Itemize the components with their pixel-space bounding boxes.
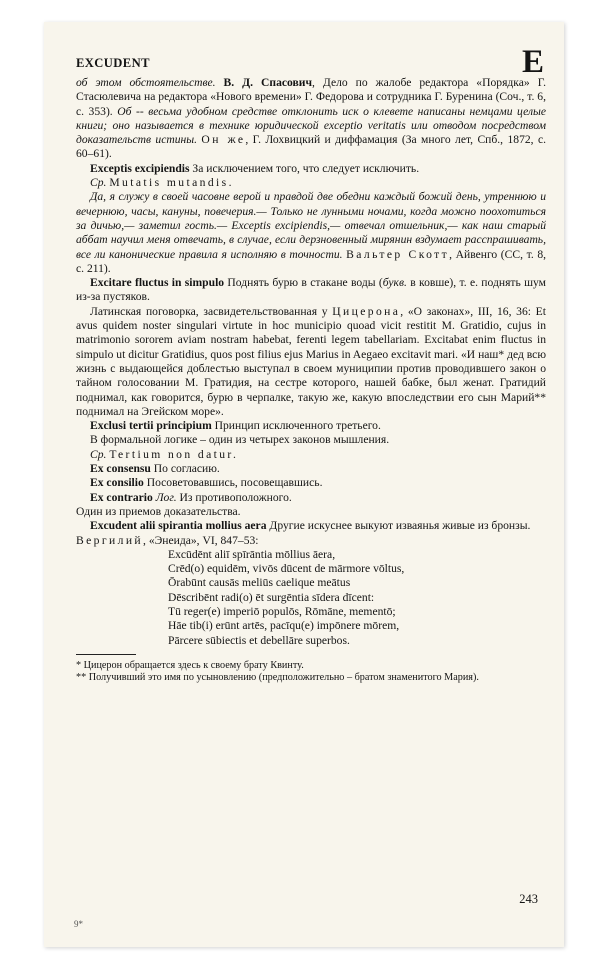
quote-attribution bbox=[76, 534, 546, 548]
entry-definition: Посоветовавшись, посовещавшись. bbox=[146, 476, 323, 490]
literary-quote bbox=[76, 190, 546, 276]
footnote-divider bbox=[76, 654, 136, 655]
footnote-mark: * bbox=[76, 659, 82, 671]
author-name: В. Д. Спасович bbox=[223, 76, 313, 89]
running-head-word: EXCUDENT bbox=[76, 56, 150, 70]
entry-ex-consilio bbox=[76, 476, 546, 490]
verse-line: Pārcere sūbiectis et debellāre superbos. bbox=[168, 633, 350, 647]
verse-block bbox=[168, 548, 546, 648]
abbreviation: букв. bbox=[382, 276, 407, 290]
entry-excitare-fluctus bbox=[76, 276, 546, 305]
entry-excudent-alii bbox=[76, 519, 546, 533]
cf-term: Mutatis mutandis. bbox=[109, 176, 234, 190]
entry-definition: Поднять бурю в стакане воды ( bbox=[227, 276, 383, 290]
entry-term: Ex consensu bbox=[90, 462, 151, 476]
author-name: Он же bbox=[201, 133, 246, 147]
verse-line: Tū reger(e) imperiō populōs, Rōmāne, mementō; bbox=[168, 604, 396, 618]
entry-definition: За исключением того, что следует исключить. bbox=[192, 161, 420, 175]
footnotes bbox=[76, 660, 546, 685]
printer-signature: 9* bbox=[74, 919, 83, 929]
verse-line: Hāe tib(i) erūnt artēs, pacīqu(e) impōnere mōrem, bbox=[168, 619, 400, 633]
book-page bbox=[44, 22, 564, 947]
text-fragment: об этом обстоятельстве. bbox=[76, 76, 216, 89]
entry-exceptis-excipiendis bbox=[76, 162, 546, 176]
author-name: Вальтер Скотт bbox=[346, 247, 450, 261]
entry-commentary bbox=[76, 305, 546, 419]
abbreviation: Лог. bbox=[155, 490, 177, 504]
text-fragment: , Дело по жалобе редактора «Порядка» Г. Стасюлевича на редактора «Нового времени» Г. Федорова и сотрудника Г. Буренина (Соч., т. 6, с. 353). bbox=[76, 76, 546, 118]
entry-term: Excudent alii spirantia mollius aera bbox=[90, 519, 267, 533]
quote-text: Да, я служу в своей часовне верой и правдой две обедни каждый божий день, утреннюю и вечернюю, часы, кануны, повечерия.— Только не лунными ночами, когда можно поохотиться за дичью,— заметил гость.— Exceptis excipiendis,— отвечал отшельник,— как наш старый аббат научил меня отвечать, в случае, если дерзновенный мирянин вздумает расспрашивать, все ли канонические правила я исполняю в точности. bbox=[76, 190, 546, 261]
cf-term: Tertium non datur. bbox=[109, 447, 239, 461]
text-fragment: , «О законах», III, 16, 36: Et avus quidem noster singulari virtute in hoc municipio quoad vicit restitit M. Gratidio, cujus in matrimonio sororem aviam nostram habebat, ferenti legem tabellariam. Excitabat enim fluctus in simpulo ut dicitur Gratidius, quos post filius ejus Marius in Aegaeo excitavit mari. «И наш* дед всю жизнь с выдающейся доблестью выступал в своем муниципии против проводившего закон о тайном голосовании М. Гратидия, на сестре которого, нашей бабке, был женат. Гратидий поднимал, как говорится, бурю в черпалке, такую же, какую впоследствии его сын Марий** поднимал на Эгейском море». bbox=[76, 304, 546, 418]
entry-term: Ex consilio bbox=[90, 476, 144, 490]
cf-label: Ср. bbox=[90, 447, 107, 461]
footnote-mark: ** bbox=[76, 672, 87, 684]
entry-definition: По согласию. bbox=[153, 462, 220, 476]
entry-definition: в ковше), т. е. поднять шум из-за пустяков. bbox=[76, 276, 546, 304]
entry-term: Exclusi tertii principium bbox=[90, 419, 212, 433]
entry-ex-contrario bbox=[76, 491, 546, 505]
verse-line: Dēscribēnt radi(o) ēt surgēntia sīdera dīcent: bbox=[168, 590, 375, 604]
footnote bbox=[76, 672, 546, 684]
entry-exclusi-tertii bbox=[76, 419, 546, 433]
entry-commentary: Один из приемов доказательства. bbox=[76, 504, 241, 518]
author-name: Вергилий bbox=[76, 533, 144, 547]
entry-ex-consensu bbox=[76, 462, 546, 476]
entry-term: Exceptis excipiendis bbox=[90, 161, 190, 175]
entry-term: Excitare fluctus in simpulo bbox=[90, 276, 225, 290]
quote-source: , Айвенго (СС, т. 8, с. 211). bbox=[76, 247, 547, 275]
quote-source: , «Энеида», VI, 847–53: bbox=[143, 533, 259, 547]
footnote-text: Получивший это имя по усыновлению (предположительно – братом знаменитого Мария). bbox=[88, 672, 479, 684]
page-body bbox=[76, 76, 546, 685]
footnote bbox=[76, 660, 546, 672]
verse-line: Ōrabūnt causās meliūs caelique meātus bbox=[168, 576, 351, 590]
cross-reference bbox=[76, 176, 546, 190]
entry-definition: Принцип исключенного третьего. bbox=[214, 419, 381, 433]
entry-term: Ex contrario bbox=[90, 490, 153, 504]
text-fragment: , Г. Лохвицкий и диффамация (За много лет, Спб., 1872, с. 60–61). bbox=[76, 133, 546, 161]
cf-label: Ср. bbox=[90, 176, 107, 190]
footnote-text: Цицерон обращается здесь к своему брату Квинту. bbox=[83, 659, 304, 671]
author-name: Цицерона bbox=[332, 304, 401, 318]
cross-reference bbox=[76, 448, 546, 462]
entry-definition: Из противоположного. bbox=[179, 490, 292, 504]
quote-text: Об -- весьма удобном средстве отклонить иск о клевете написаны немцами целые книги; оно называется в технике юридической exceptio veritatis или отводом посредством доказательств истины. bbox=[76, 104, 547, 147]
running-head-letter: E bbox=[521, 44, 544, 80]
entry-continuation bbox=[76, 76, 546, 162]
verse-line: Crēd(o) equidēm, vivōs dūcent de mārmore vōltus, bbox=[168, 562, 405, 576]
verse-line: Excūdēnt aliī spīrāntia mōllius āera, bbox=[168, 547, 336, 561]
entry-definition: Другие искуснее выкуют изваянья живые из бронзы. bbox=[269, 519, 531, 533]
entry-commentary: В формальной логике – один из четырех законов мышления. bbox=[90, 433, 390, 447]
text-fragment: Латинская поговорка, засвидетельствованная у bbox=[90, 304, 328, 318]
page-number: 243 bbox=[519, 892, 538, 906]
